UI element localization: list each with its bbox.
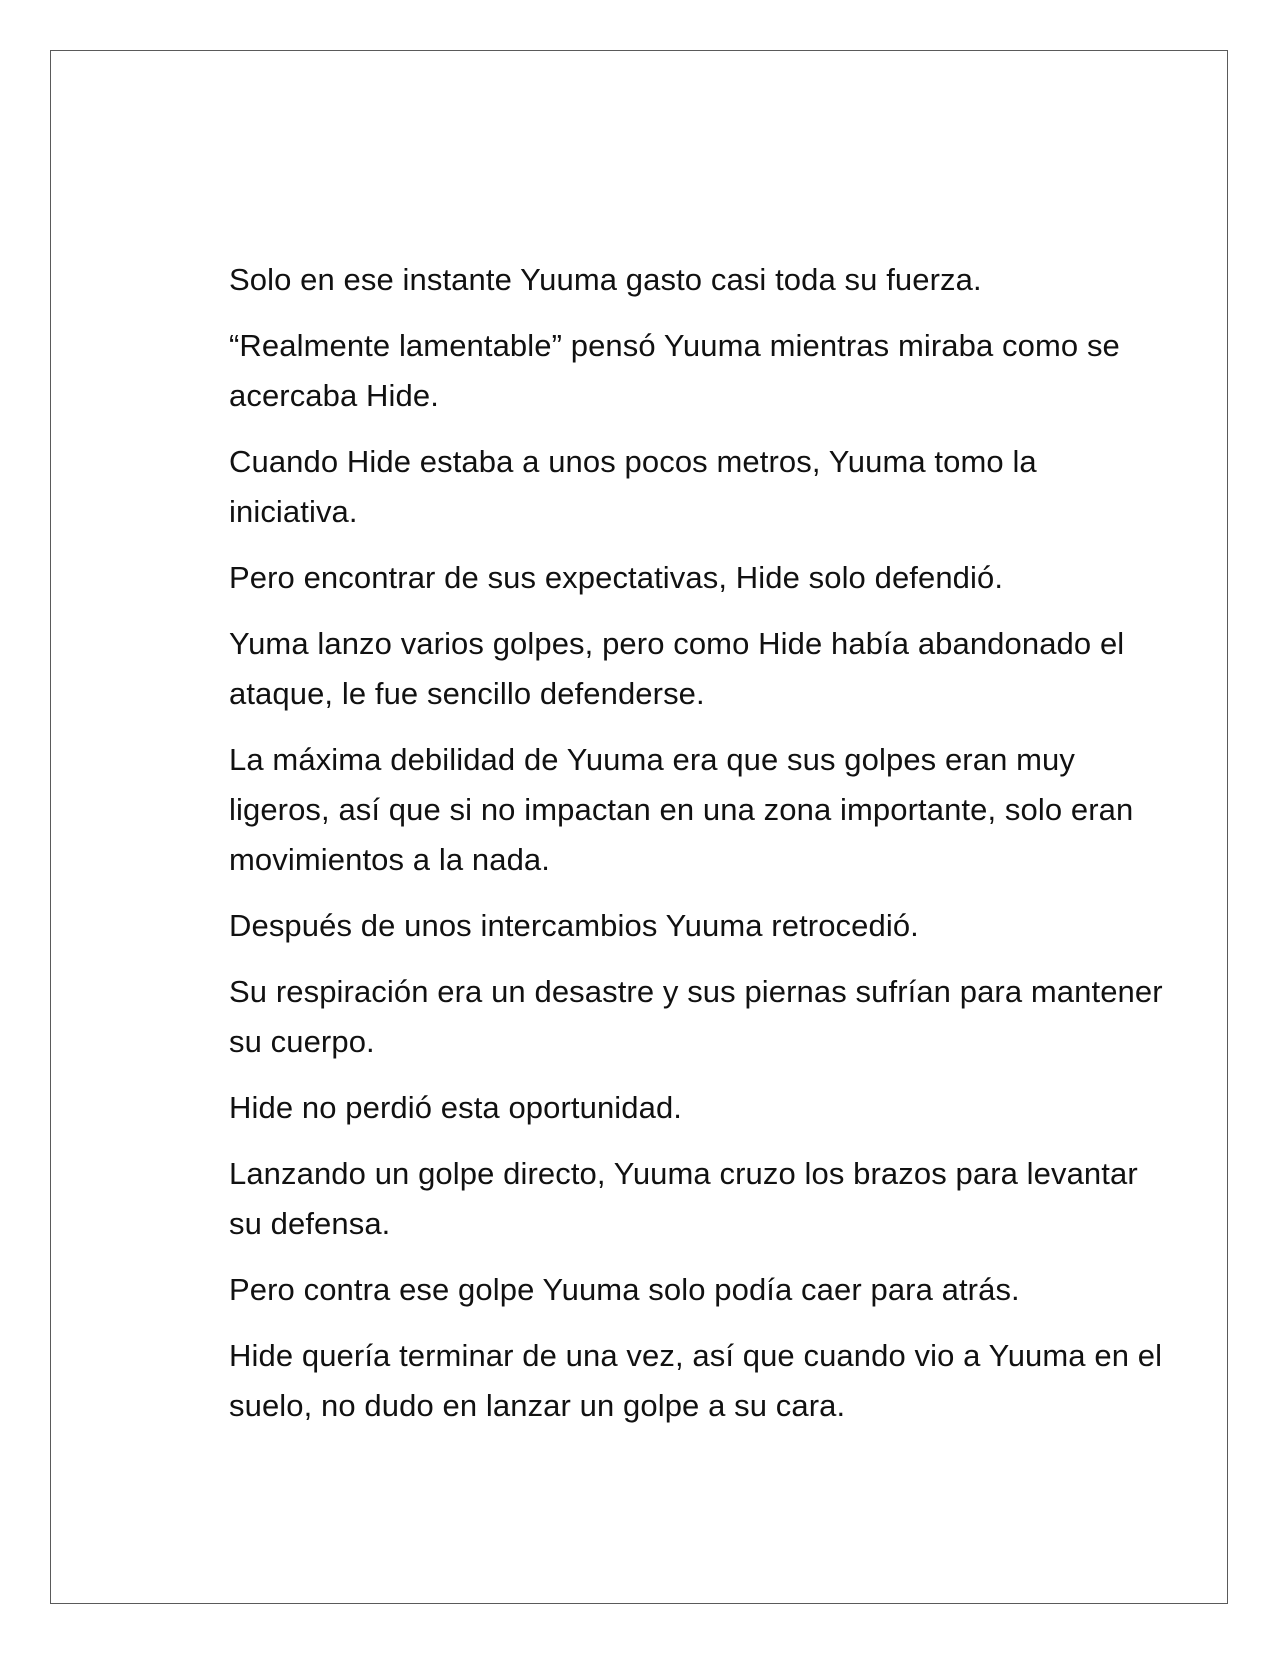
paragraph: “Realmente lamentable” pensó Yuuma mientras miraba como se acercaba Hide. xyxy=(229,328,1120,413)
paragraph: Pero contra ese golpe Yuuma solo podía caer para atrás. xyxy=(229,1272,1020,1307)
paragraph: La máxima debilidad de Yuuma era que sus golpes eran muy ligeros, así que si no impactan en una zona importante, solo eran movimientos a la nada. xyxy=(229,742,1134,877)
paragraph: Cuando Hide estaba a unos pocos metros, Yuuma tomo la iniciativa. xyxy=(229,444,1037,529)
paragraph: Pero encontrar de sus expectativas, Hide solo defendió. xyxy=(229,560,1004,595)
paragraph: Después de unos intercambios Yuuma retrocedió. xyxy=(229,908,919,943)
paragraph: Yuma lanzo varios golpes, pero como Hide había abandonado el ataque, le fue sencillo defenderse. xyxy=(229,626,1125,711)
paragraph: Hide no perdió esta oportunidad. xyxy=(229,1090,683,1125)
document-body xyxy=(229,255,1169,1447)
paragraph: Solo en ese instante Yuuma gasto casi toda su fuerza. xyxy=(229,262,982,297)
document-page xyxy=(50,50,1228,1604)
paragraph: Hide quería terminar de una vez, así que cuando vio a Yuuma en el suelo, no dudo en lanzar un golpe a su cara. xyxy=(229,1338,1163,1423)
paragraph: Su respiración era un desastre y sus piernas sufrían para mantener su cuerpo. xyxy=(229,974,1163,1059)
paragraph: Lanzando un golpe directo, Yuuma cruzo los brazos para levantar su defensa. xyxy=(229,1156,1138,1241)
